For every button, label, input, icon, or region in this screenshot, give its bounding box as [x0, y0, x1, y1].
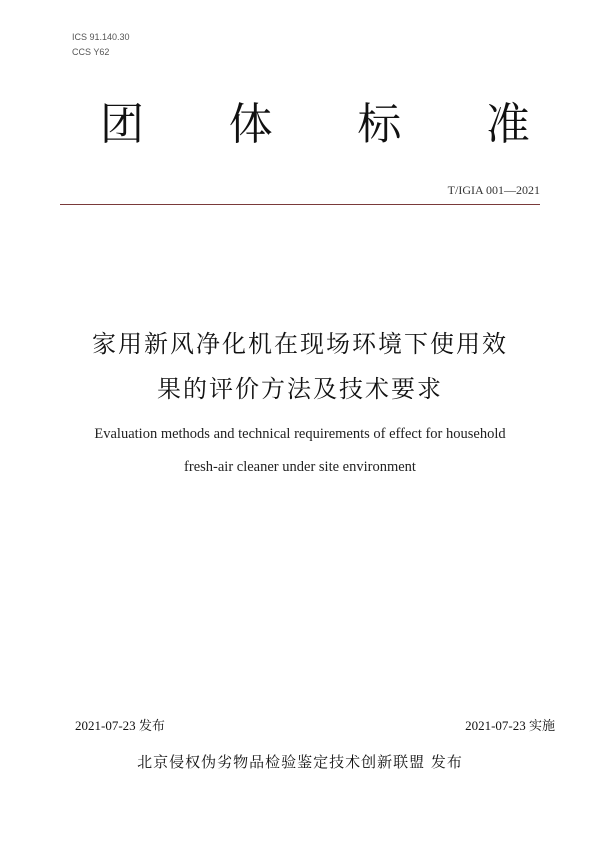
english-title	[0, 418, 600, 484]
publisher: 北京侵权伪劣物品检验鉴定技术创新联盟 发布	[137, 753, 463, 771]
english-title-line-1: Evaluation methods and technical requirements of effect for household	[94, 426, 506, 442]
title-char-1: 团	[100, 99, 144, 150]
chinese-title-line-2: 果的评价方法及技术要求	[157, 375, 443, 403]
implementation-date: 2021-07-23 实施	[465, 718, 555, 733]
title-char-4: 准	[485, 99, 530, 150]
issue-date: 2021-07-23 发布	[75, 718, 165, 733]
title-char-2: 体	[228, 99, 273, 150]
document-type-title	[100, 88, 530, 152]
header-divider	[60, 204, 540, 205]
ccs-code: CCS Y62	[72, 47, 110, 57]
english-title-line-2: fresh-air cleaner under site environment	[184, 459, 416, 475]
chinese-title	[0, 322, 600, 412]
chinese-title-line-1: 家用新风净化机在现场环境下使用效	[92, 330, 508, 358]
ics-code: ICS 91.140.30	[72, 32, 130, 42]
classification-codes	[72, 30, 130, 60]
title-char-3: 标	[357, 99, 402, 150]
standard-number: T/IGIA 001—2021	[447, 183, 540, 197]
